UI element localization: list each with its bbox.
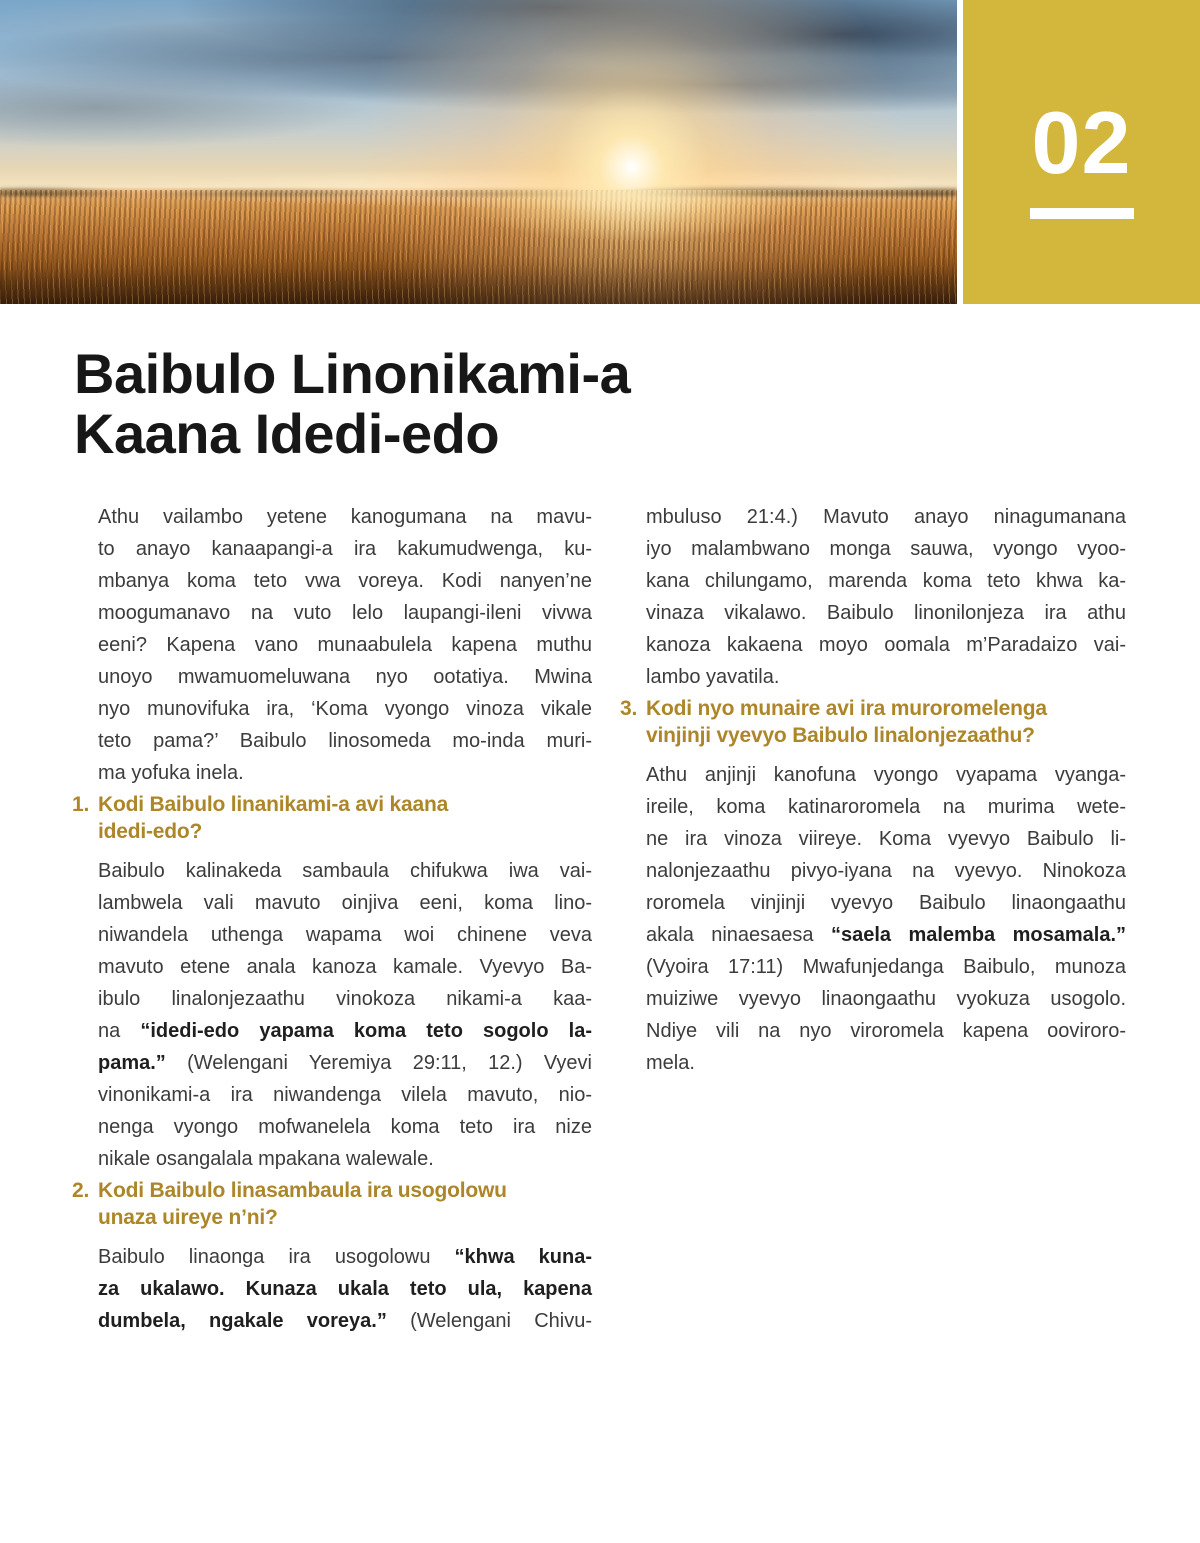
question-number: 1. <box>72 793 90 816</box>
content-column-right <box>620 501 1126 1079</box>
text-line: kana chilungamo, marenda koma teto khwa ka- <box>646 570 1126 592</box>
text-line: lambwela vali mavuto oinjiva eeni, koma lino- <box>98 892 592 914</box>
text-line: vinonikami-a ira niwandenga vilela mavuto, nio- <box>98 1084 592 1106</box>
text-line: pama.” (Welengani Yeremiya 29:11, 12.) Vyevi <box>98 1052 592 1074</box>
chapter-number: 02 <box>1031 93 1132 192</box>
question-text <box>98 1177 592 1231</box>
text-line: mavuto etene anala kanoza kamale. Vyevyo Ba- <box>98 956 592 978</box>
text-line: Baibulo linaonga ira usogolowu “khwa kuna- <box>98 1246 592 1268</box>
text-line: roromela vinjinji vyevyo Baibulo linaongaathu <box>646 892 1126 914</box>
chapter-underline-bar <box>1030 208 1134 219</box>
page-title <box>74 344 630 464</box>
page-title-line-2: Kaana Idedi-edo <box>74 402 500 465</box>
question-line: unaza uireye n’ni? <box>98 1206 278 1229</box>
text-line: muiziwe vyevyo linaongaathu vyokuza usogolo. <box>646 988 1126 1010</box>
hero-photo-wheat-field-sunset <box>0 0 957 304</box>
question-number: 3. <box>620 697 638 720</box>
text-line: unoyo mwamuomeluwana nyo ootatiya. Mwina <box>98 666 592 688</box>
question-line: Kodi Baibulo linanikami-a avi kaana <box>98 793 449 816</box>
paragraph <box>646 759 1126 1079</box>
chapter-badge <box>963 0 1200 304</box>
text-line: nyo munovifuka ira, ‘Koma vyongo vinoza vikale <box>98 698 592 720</box>
text-line: nalonjezaathu pivyo-iyana na vyevyo. Ninokoza <box>646 860 1126 882</box>
question-heading <box>72 791 592 845</box>
question-line: Kodi nyo munaire avi ira muroromelenga <box>646 697 1047 720</box>
text-line: ibulo linalonjezaathu vinokoza nikami-a kaa- <box>98 988 592 1010</box>
text-line: Athu vailambo yetene kanogumana na mavu- <box>98 506 592 528</box>
text-line: Ndiye vili na nyo viroromela kapena ooviroro- <box>646 1020 1126 1042</box>
paragraph <box>98 1241 592 1337</box>
text-line: mbanya koma teto vwa voreya. Kodi nanyen’ne <box>98 570 592 592</box>
text-line: lambo yavatila. <box>646 666 780 688</box>
text-line: na “idedi-edo yapama koma teto sogolo la- <box>98 1020 592 1042</box>
text-line: (Vyoira 17:11) Mwafunjedanga Baibulo, munoza <box>646 956 1126 978</box>
paragraph <box>98 501 592 789</box>
question-line: vinjinji vyevyo Baibulo linalonjezaathu? <box>646 724 1035 747</box>
question-heading <box>620 695 1126 749</box>
content-column-left <box>72 501 592 1337</box>
text-line: to anayo kanaapangi-a ira kakumudwenga, ku- <box>98 538 592 560</box>
text-line: kanoza kakaena moyo oomala m’Paradaizo vai- <box>646 634 1126 656</box>
text-line: Athu anjinji kanofuna vyongo vyapama vyanga- <box>646 764 1126 786</box>
question-text <box>98 791 592 845</box>
paragraph <box>646 501 1126 693</box>
question-number: 2. <box>72 1179 90 1202</box>
paragraph <box>98 855 592 1175</box>
question-line: idedi-edo? <box>98 820 203 843</box>
page-title-line-1: Baibulo Linonikami-a <box>74 342 631 405</box>
text-line: mbuluso 21:4.) Mavuto anayo ninagumanana <box>646 506 1126 528</box>
text-line: nikale osangalala mpakana walewale. <box>98 1148 434 1170</box>
question-line: Kodi Baibulo linasambaula ira usogolowu <box>98 1179 507 1202</box>
text-line: akala ninaesaesa “saela malemba mosamala.” <box>646 924 1126 946</box>
text-line: za ukalawo. Kunaza ukala teto ula, kapena <box>98 1278 592 1300</box>
wheat-field-texture <box>0 190 957 304</box>
text-line: iyo malambwano monga sauwa, vyongo vyoo- <box>646 538 1126 560</box>
text-line: mela. <box>646 1052 695 1074</box>
question-text <box>646 695 1126 749</box>
text-line: vinaza vikalawo. Baibulo linonilonjeza ira athu <box>646 602 1126 624</box>
text-line: teto pama?’ Baibulo linosomeda mo-inda muri- <box>98 730 592 752</box>
text-line: ma yofuka inela. <box>98 762 244 784</box>
text-line: dumbela, ngakale voreya.” (Welengani Chivu- <box>98 1310 592 1332</box>
text-line: Baibulo kalinakeda sambaula chifukwa iwa vai- <box>98 860 592 882</box>
text-line: ne ira vinoza viireye. Koma vyevyo Baibulo li- <box>646 828 1126 850</box>
text-line: moogumanavo na vuto lelo laupangi-ileni vivwa <box>98 602 592 624</box>
text-line: eeni? Kapena vano munaabulela kapena muthu <box>98 634 592 656</box>
text-line: ireile, koma katinaroromela na murima wete- <box>646 796 1126 818</box>
text-line: nenga vyongo mofwanelela koma teto ira nize <box>98 1116 592 1138</box>
question-heading <box>72 1177 592 1231</box>
text-line: niwandela uthenga wapama woi chinene veva <box>98 924 592 946</box>
